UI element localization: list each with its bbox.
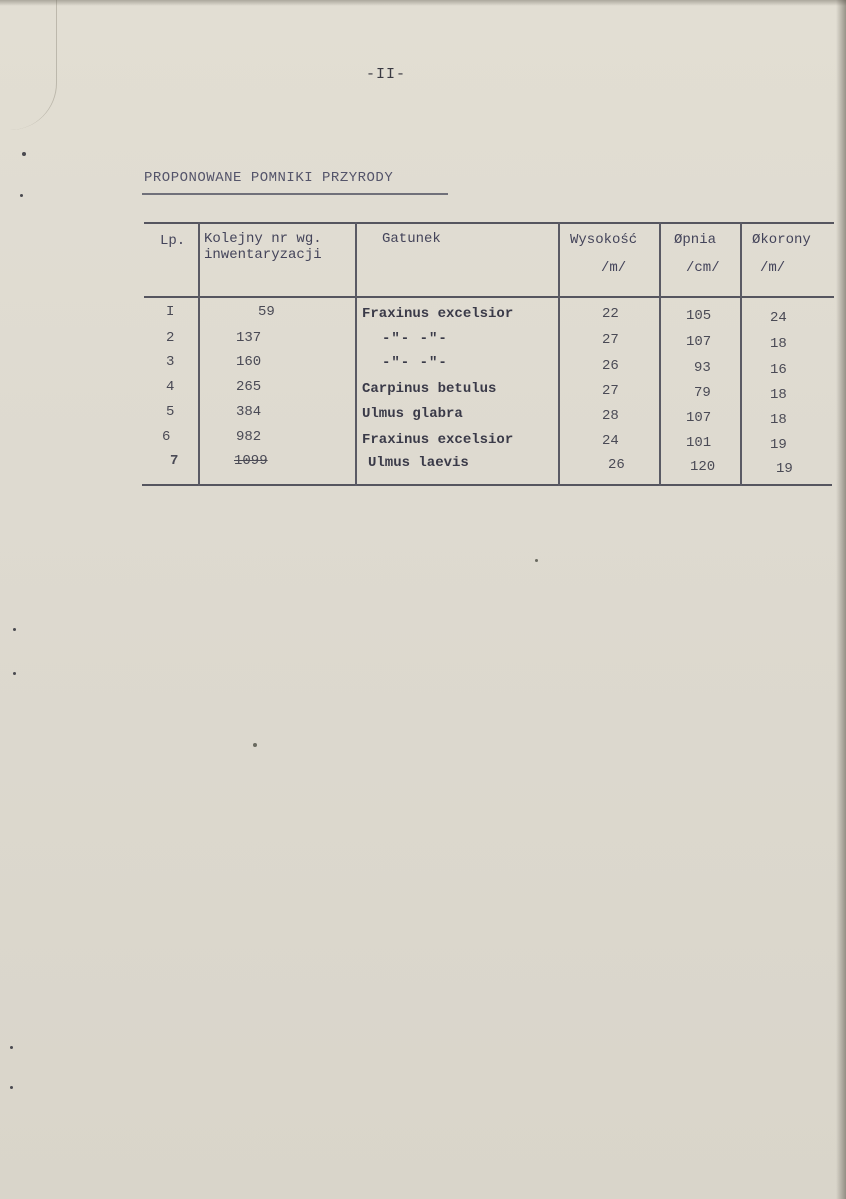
cell-opnia: 105 (686, 308, 712, 324)
cell-wysokosc: 26 (608, 457, 625, 473)
punch-hole-mark (20, 194, 23, 197)
title-underline (142, 193, 448, 195)
header-opnia-unit: /cm/ (686, 260, 720, 276)
paper-speck (535, 559, 538, 562)
cell-lp: 7 (170, 453, 179, 469)
header-lp: Lp. (160, 233, 186, 249)
cell-gatunek: Fraxinus excelsior (362, 306, 514, 322)
paper-right-edge (836, 0, 846, 1199)
cell-okorony: 19 (770, 437, 787, 453)
cell-lp: 2 (166, 330, 175, 346)
punch-hole-mark (22, 152, 26, 156)
header-gatunek: Gatunek (382, 231, 441, 247)
cell-okorony: 18 (770, 387, 787, 403)
cell-okorony: 19 (776, 461, 793, 477)
cell-wysokosc: 27 (602, 383, 619, 399)
trees-table (142, 220, 834, 492)
cell-nr: 1099 (234, 453, 268, 469)
cell-okorony: 18 (770, 336, 787, 352)
header-wysokosc-unit: /m/ (601, 260, 627, 276)
column-divider (355, 222, 357, 486)
cell-lp: 5 (166, 404, 175, 420)
cell-gatunek: Ulmus laevis (368, 455, 469, 471)
cell-opnia: 79 (694, 385, 711, 401)
table-top-rule (144, 222, 834, 224)
table-header-rule (144, 296, 834, 298)
cell-gatunek: -"- -"- (382, 331, 448, 347)
cell-nr: 384 (236, 404, 262, 420)
cell-gatunek: Carpinus betulus (362, 381, 497, 397)
cell-wysokosc: 27 (602, 332, 619, 348)
header-okorony-unit: /m/ (760, 260, 786, 276)
cell-wysokosc: 26 (602, 358, 619, 374)
cell-nr: 265 (236, 379, 262, 395)
cell-opnia: 107 (686, 334, 712, 350)
punch-hole-mark (13, 672, 16, 675)
column-divider (558, 222, 560, 486)
cell-okorony: 16 (770, 362, 787, 378)
cell-nr: 137 (236, 330, 262, 346)
cell-lp: 3 (166, 354, 175, 370)
cell-gatunek: Ulmus glabra (362, 406, 463, 422)
cell-opnia: 107 (686, 410, 712, 426)
header-kolejny-line2: inwentaryzacji (204, 247, 322, 263)
column-divider (740, 222, 742, 486)
cell-wysokosc: 24 (602, 433, 619, 449)
punch-hole-mark (10, 1046, 13, 1049)
table-bottom-rule (142, 484, 832, 486)
header-wysokosc: Wysokość (570, 232, 638, 248)
cell-opnia: 120 (690, 459, 716, 475)
cell-wysokosc: 22 (602, 306, 619, 322)
column-divider (659, 222, 661, 486)
punch-hole-mark (13, 628, 16, 631)
cell-lp: 4 (166, 379, 175, 395)
header-opnia: Øpnia (674, 232, 717, 248)
cell-lp: 6 (162, 429, 171, 445)
cell-gatunek: Fraxinus excelsior (362, 432, 514, 448)
column-divider (198, 222, 200, 486)
punch-hole-mark (10, 1086, 13, 1089)
cell-okorony: 18 (770, 412, 787, 428)
paper-fold-mark (10, 0, 57, 130)
header-okorony: Økorony (752, 232, 811, 248)
cell-opnia: 101 (686, 435, 712, 451)
cell-wysokosc: 28 (602, 408, 619, 424)
page-number: -II- (366, 66, 407, 83)
paper-speck (253, 743, 257, 747)
cell-nr: 160 (236, 354, 262, 370)
cell-nr: 982 (236, 429, 262, 445)
cell-opnia: 93 (694, 360, 711, 376)
cell-gatunek: -"- -"- (382, 355, 448, 371)
cell-nr: 59 (258, 304, 275, 320)
cell-okorony: 24 (770, 310, 787, 326)
paper-top-edge (0, 0, 846, 6)
header-kolejny-line1: Kolejny nr wg. (204, 231, 322, 247)
page-title: PROPONOWANE POMNIKI PRZYRODY (144, 170, 394, 186)
cell-lp: I (166, 304, 175, 320)
